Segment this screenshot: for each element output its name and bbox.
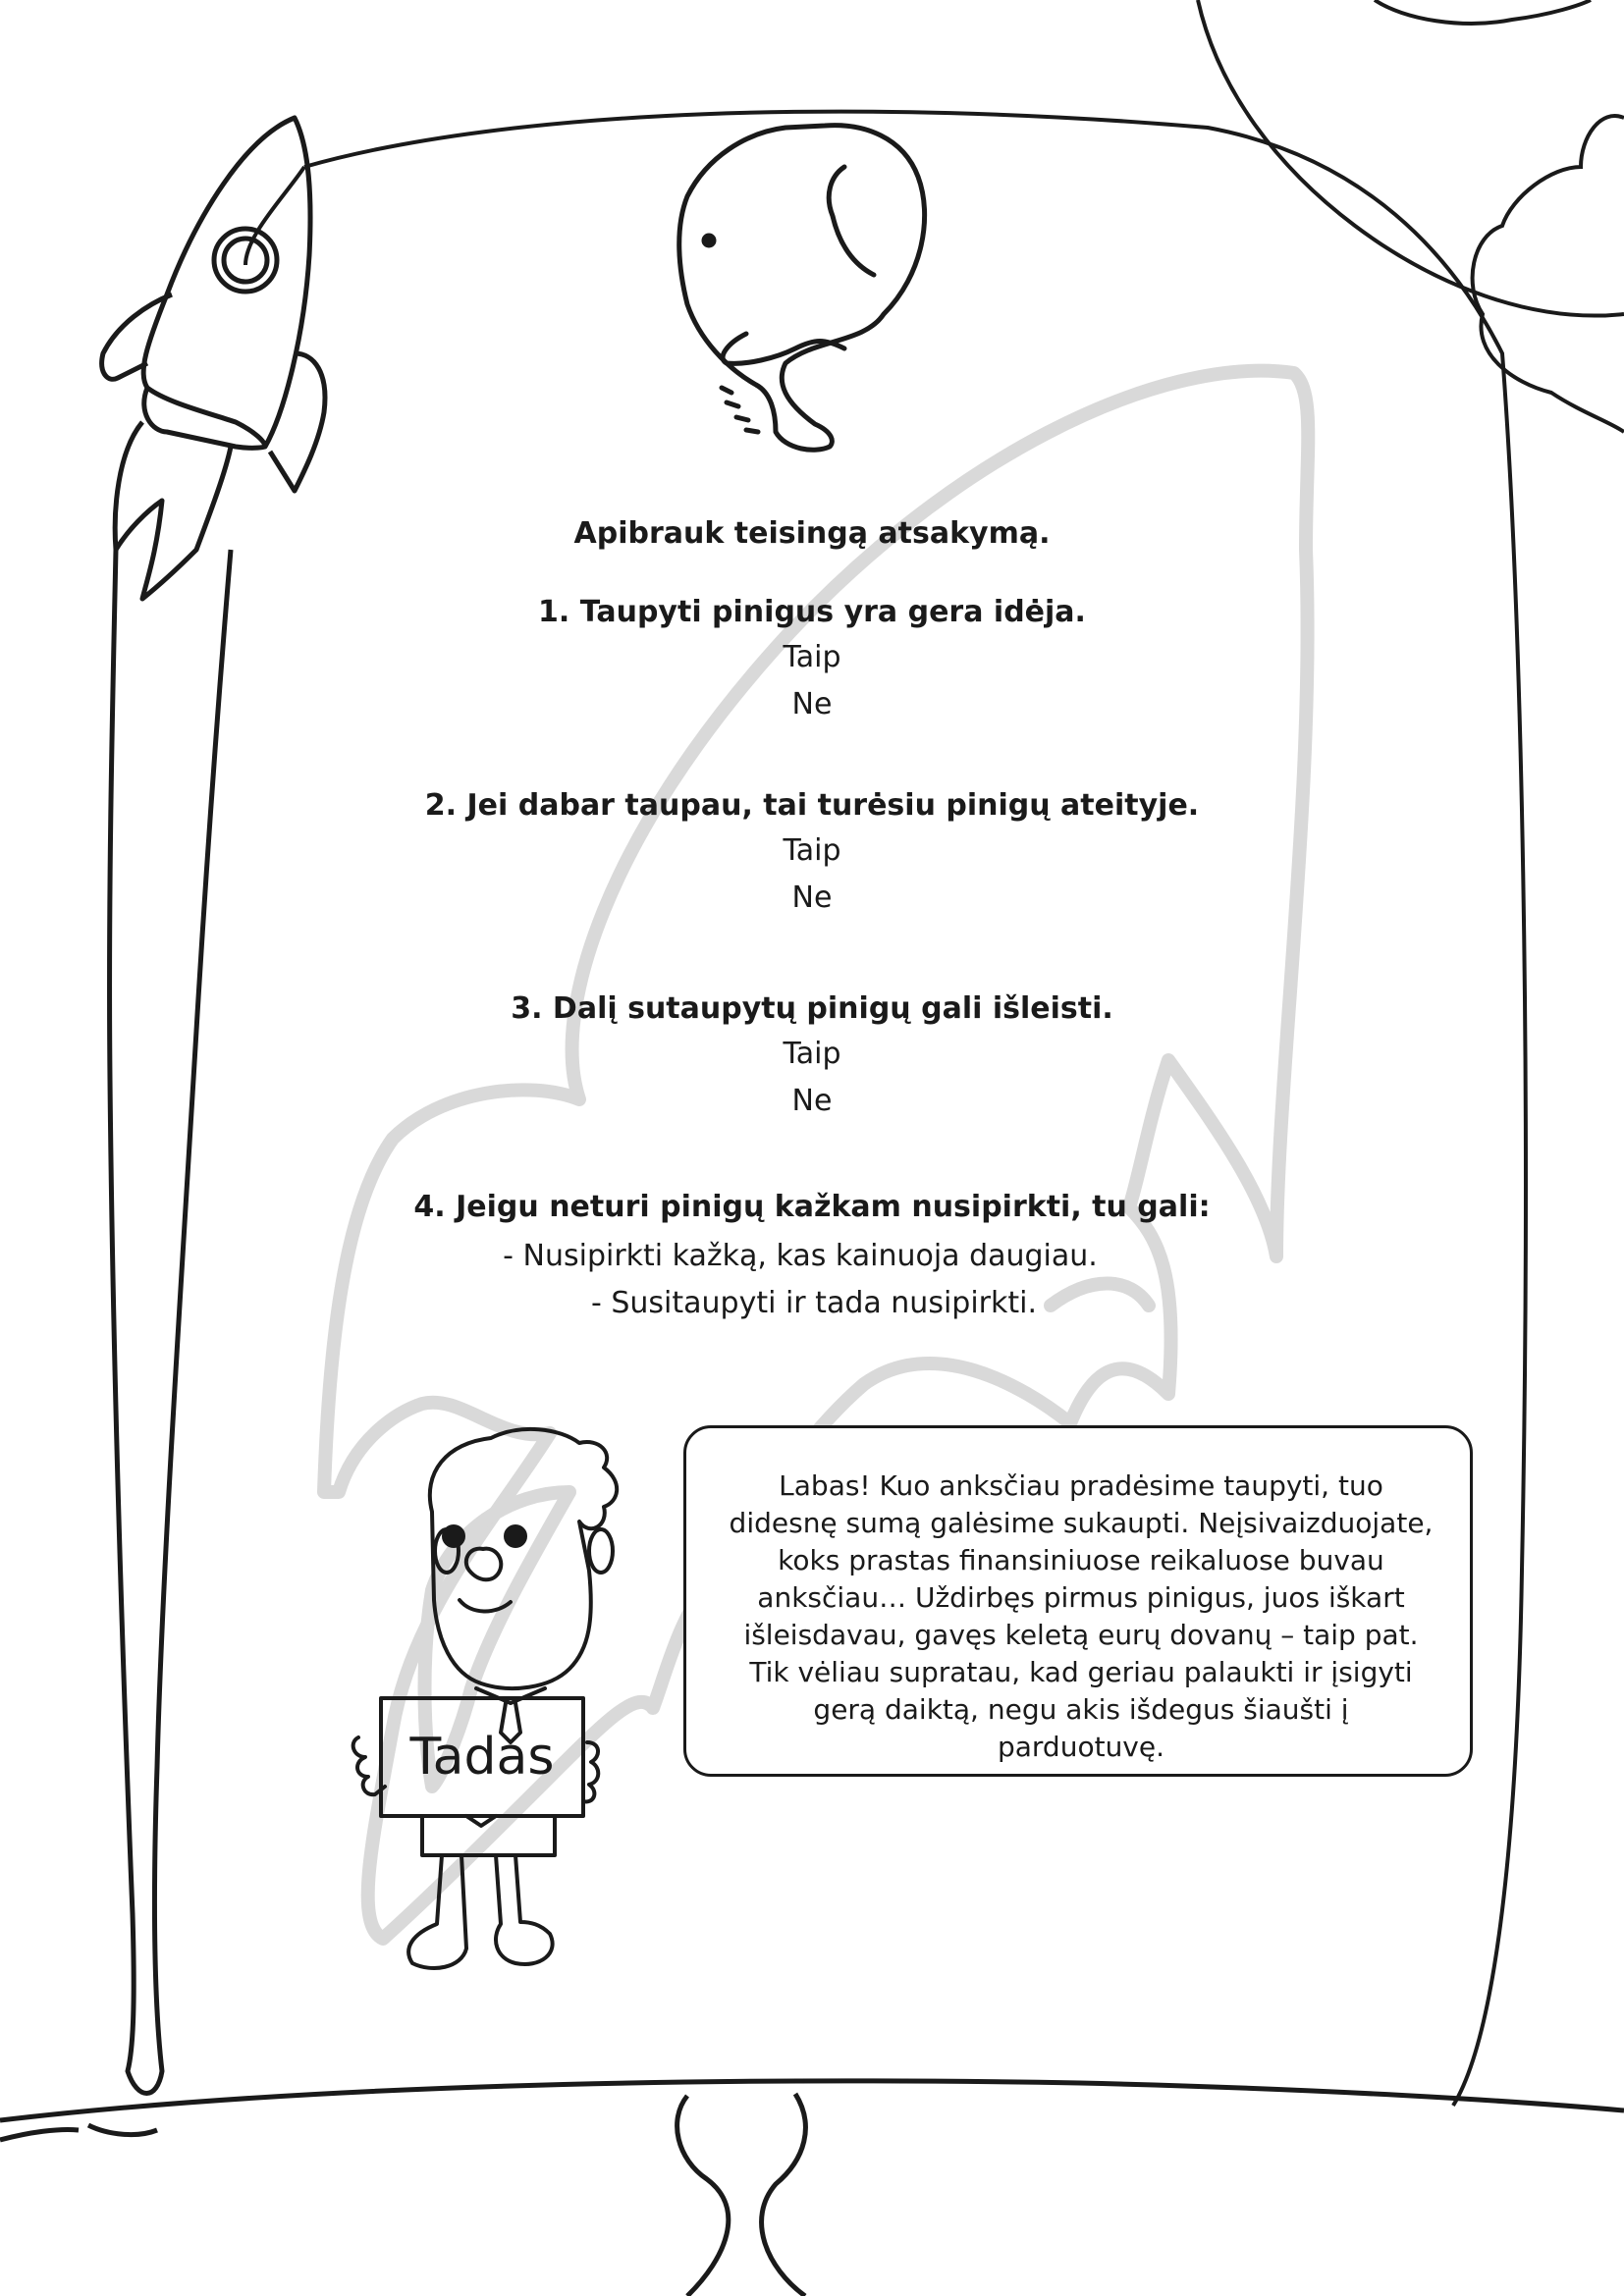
- ground: [0, 2081, 1624, 2296]
- speech-bubble: [683, 1425, 1473, 1777]
- answer-option-no[interactable]: Ne: [791, 687, 833, 721]
- answer-option-yes[interactable]: Taip: [783, 640, 841, 674]
- answer-option-yes[interactable]: Taip: [783, 1037, 841, 1071]
- question-1: 1. Taupyti pinigus yra gera idėja.: [538, 595, 1086, 629]
- question-2: 2. Jei dabar taupau, tai turėsiu pinigų ateityje.: [424, 788, 1200, 823]
- answer-option-save-then-buy[interactable]: - Susitaupyti ir tada nusipirkti.: [591, 1286, 1037, 1320]
- question-3: 3. Dalį sutaupytų pinigų gali išleisti.: [511, 991, 1113, 1026]
- elephant-head-icon: [679, 126, 925, 451]
- name-sign: Tadas: [409, 1728, 555, 1787]
- answer-option-no[interactable]: Ne: [791, 881, 833, 915]
- instruction-heading: Apibrauk teisingą atsakymą.: [573, 516, 1051, 551]
- answer-option-no[interactable]: Ne: [791, 1084, 833, 1118]
- answer-option-yes[interactable]: Taip: [783, 833, 841, 868]
- speech-text: Labas! Kuo anksčiau pradėsime taupyti, tuo didesnę sumą galėsime sukaupti. Neįsivaizduojate, koks prastas finansiniuose reikaluose buvau anksčiau… Uždirbęs pirmus pinigus, juos iškart išleisdavau, gavęs keletą eurų dovanų – taip pat. Tik vėliau supratau, kad geriau palaukti ir įsigyti gerą daiktą, negu akis išdegus šiaušti į parduotuvę.: [729, 1469, 1434, 1763]
- question-4: 4. Jeigu neturi pinigų kažkam nusipirkti, tu gali:: [413, 1190, 1211, 1224]
- answer-option-buy-expensive[interactable]: - Nusipirkti kažką, kas kainuoja daugiau.: [503, 1239, 1098, 1273]
